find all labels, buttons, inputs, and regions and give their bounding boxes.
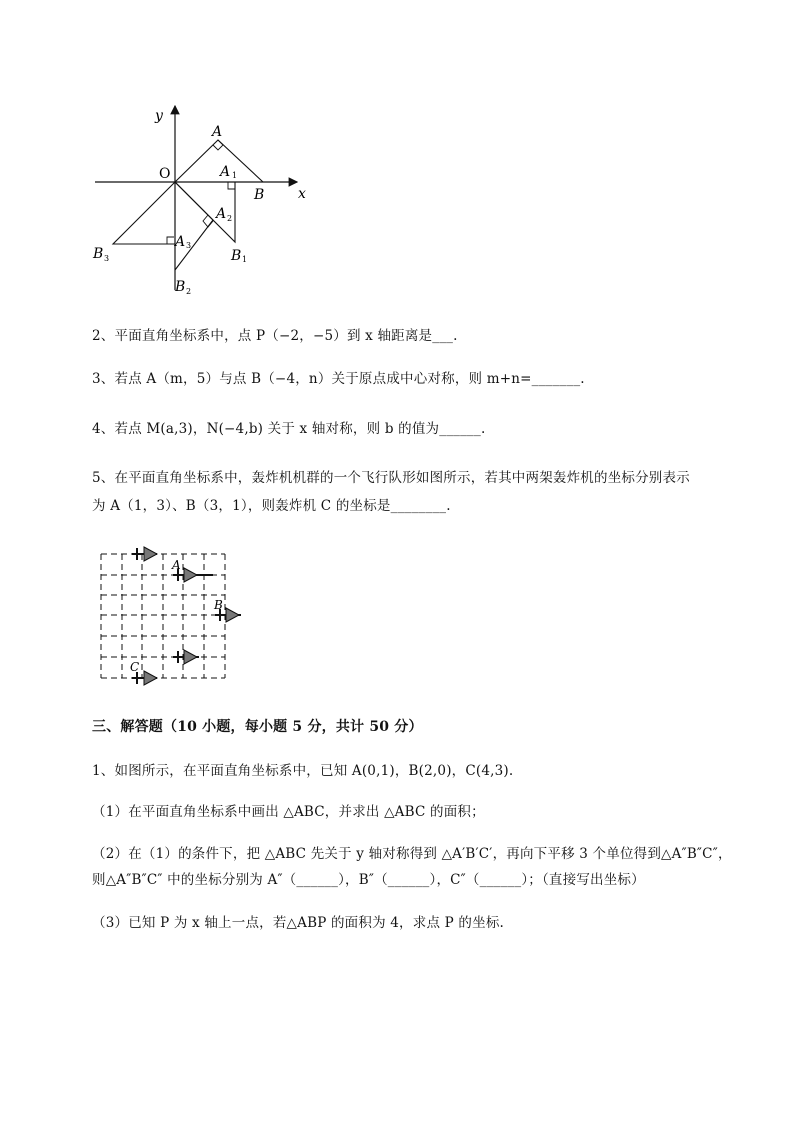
point-a1-label: A: [220, 164, 231, 180]
y-axis-label: y: [155, 108, 163, 124]
point-a3-subscript: 3: [186, 241, 192, 250]
plane-middle: [173, 650, 199, 664]
formation-grid-figure: [95, 545, 255, 695]
right-angle-mark-a3: [167, 237, 174, 244]
problem-1: 1、如图所示，在平面直角坐标系中，已知 A(0,1)，B(2,0)，C(4,3).: [92, 763, 514, 779]
plane-top: [132, 547, 157, 561]
point-a2-label: A: [216, 206, 227, 222]
point-a1-subscript: 1: [232, 171, 238, 180]
coordinate-figure: [85, 100, 325, 300]
point-b1-label: B: [231, 248, 242, 264]
question-2: 2、平面直角坐标系中，点 P（−2，−5）到 x 轴距离是___.: [92, 328, 458, 344]
origin-label: O: [159, 166, 171, 182]
right-angle-mark-a2: [203, 215, 213, 227]
problem-1-part-2-line-2: 则△A″B″C″ 中的坐标分别为 A″（______），B″（______），C″（______）；（直接写出坐标）: [92, 872, 645, 888]
triangle-oab: [175, 140, 263, 182]
point-b2-subscript: 2: [186, 287, 192, 296]
question-5-line-1: 5、在平面直角坐标系中，轰炸机机群的一个飞行队形如图所示，若其中两架轰炸机的坐标分别表示: [92, 470, 690, 486]
right-angle-mark-a1: [228, 182, 235, 189]
point-a2-subscript: 2: [227, 214, 233, 223]
question-4: 4、若点 M(a,3)，N(−4,b) 关于 x 轴对称，则 b 的值为______.: [92, 421, 486, 437]
question-5-line-2: 为 A（1，3）、B（3，1），则轰炸机 C 的坐标是________.: [92, 498, 451, 514]
problem-1-part-1: （1）在平面直角坐标系中画出 △ABC，并求出 △ABC 的面积；: [92, 804, 485, 820]
point-b1-subscript: 1: [242, 255, 248, 264]
section-3-heading: 三、解答题（10 小题，每小题 5 分，共计 50 分）: [92, 719, 423, 735]
problem-1-part-3: （3）已知 P 为 x 轴上一点，若△ABP 的面积为 4，求点 P 的坐标.: [92, 915, 505, 931]
plane-a-label: A: [172, 558, 181, 572]
plane-c-label: C: [130, 660, 140, 674]
point-b3-label: B: [93, 246, 104, 262]
x-axis-label: x: [298, 186, 306, 202]
problem-1-part-2-line-1: （2）在（1）的条件下，把 △ABC 先关于 y 轴对称得到 △A′B′C′，再向下平移 3 个单位得到△A″B″C″，: [92, 846, 732, 862]
point-b-label: B: [254, 187, 265, 203]
plane-b-label: B: [214, 598, 223, 612]
right-angle-mark-a: [213, 140, 223, 150]
point-b2-label: B: [175, 279, 186, 295]
triangle-oa3b3: [113, 182, 175, 244]
point-b3-subscript: 3: [104, 254, 110, 263]
point-a-label: A: [212, 124, 223, 140]
point-a3-label: A: [175, 234, 186, 250]
question-3: 3、若点 A（m，5）与点 B（−4，n）关于原点成中心对称，则 m+n=_______.: [92, 371, 585, 387]
